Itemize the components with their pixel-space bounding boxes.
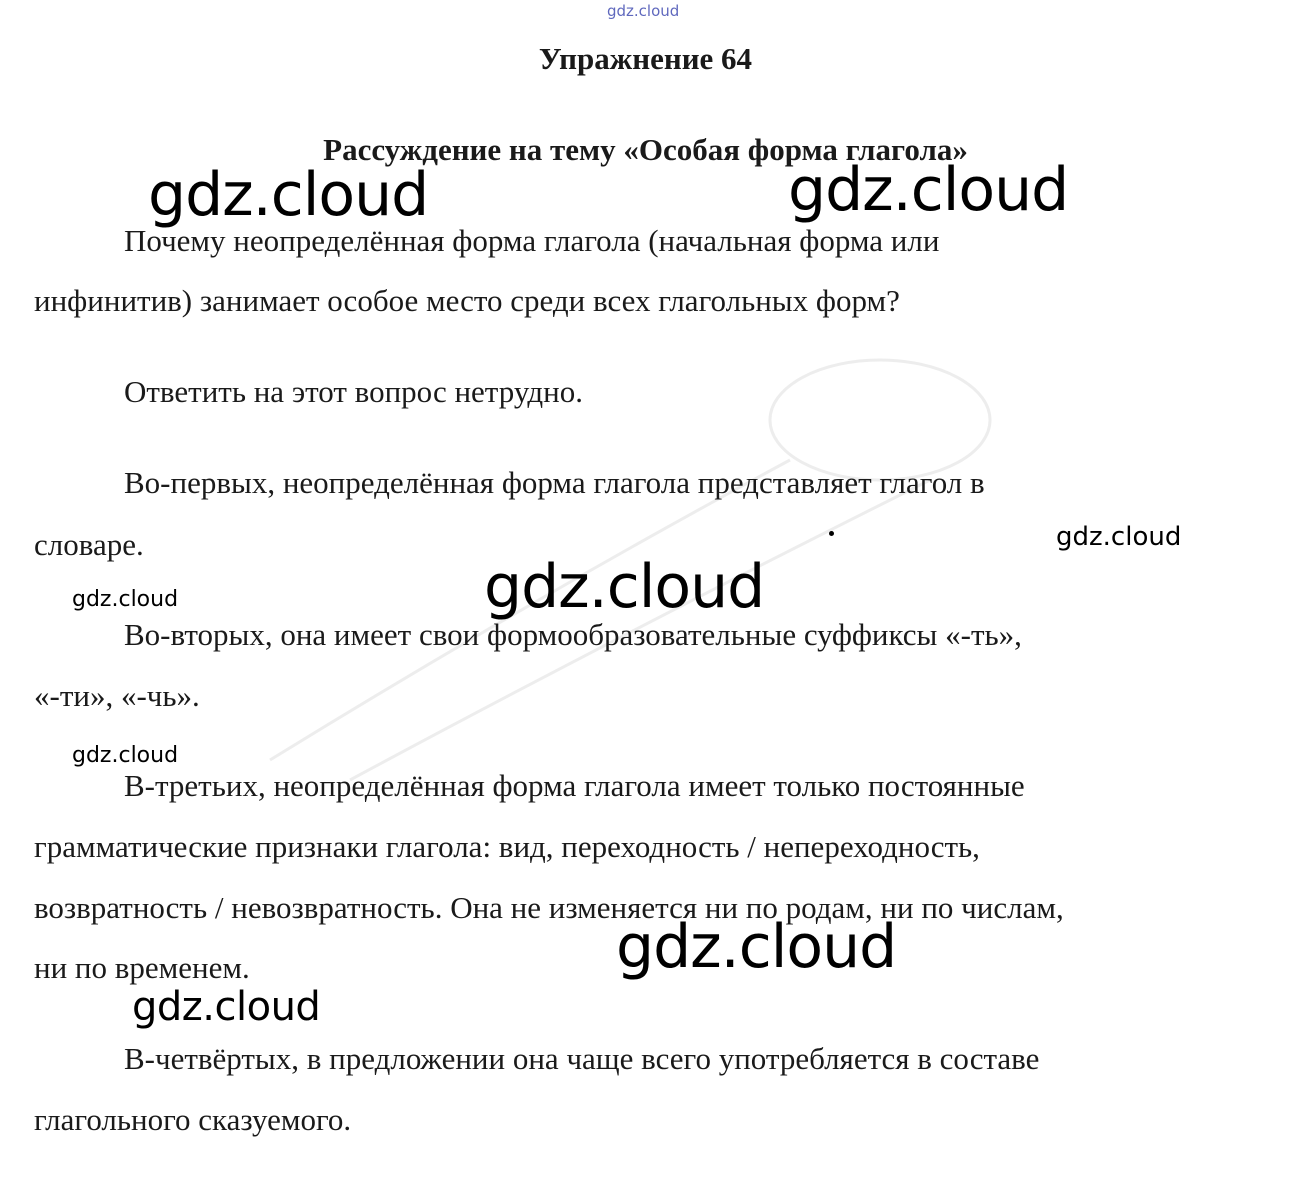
paragraph-5-line-4: ни по временем.	[34, 950, 250, 985]
paragraph-5-line-3: возвратность / невозвратность. Она не изменяется ни по родам, ни по числам,	[34, 890, 1064, 925]
paragraph-1-line-1: Почему неопределённая форма глагола (начальная форма или	[124, 223, 940, 258]
watermark-text: gdz.cloud	[72, 587, 179, 612]
watermark-text: gdz.cloud	[616, 912, 897, 982]
watermark-text: gdz.cloud	[1056, 522, 1182, 552]
paragraph-4-line-2: «-ти», «-чь».	[34, 678, 200, 713]
header-watermark: gdz.cloud	[607, 2, 680, 20]
paragraph-3-line-1: Во-первых, неопределённая форма глагола представляет глагол в	[124, 465, 985, 500]
paragraph-4-line-1: Во-вторых, она имеет свои формообразовательные суффиксы «-ть»,	[124, 617, 1022, 652]
paragraph-1-line-2: инфинитив) занимает особое место среди всех глагольных форм?	[34, 283, 900, 318]
watermark-text: gdz.cloud	[148, 160, 429, 230]
watermark-text: gdz.cloud	[72, 743, 179, 768]
stray-dot	[829, 531, 834, 536]
paragraph-2-line-1: Ответить на этот вопрос нетрудно.	[124, 374, 583, 409]
paragraph-5-line-2: грамматические признаки глагола: вид, переходность / непереходность,	[34, 829, 980, 864]
watermark-text: gdz.cloud	[132, 984, 321, 1030]
watermark-text: gdz.cloud	[788, 155, 1069, 225]
exercise-title: Упражнение 64	[538, 41, 753, 76]
paragraph-6-line-1: В-четвёртых, в предложении она чаще всего употребляется в составе	[124, 1041, 1040, 1076]
essay-subtitle: Рассуждение на тему «Особая форма глагола»	[323, 132, 968, 167]
watermark-text: gdz.cloud	[484, 552, 765, 622]
paragraph-6-line-2: глагольного сказуемого.	[34, 1102, 352, 1137]
paragraph-5-line-1: В-третьих, неопределённая форма глагола имеет только постоянные	[124, 768, 1025, 803]
paragraph-3-line-2: словаре.	[34, 527, 144, 562]
